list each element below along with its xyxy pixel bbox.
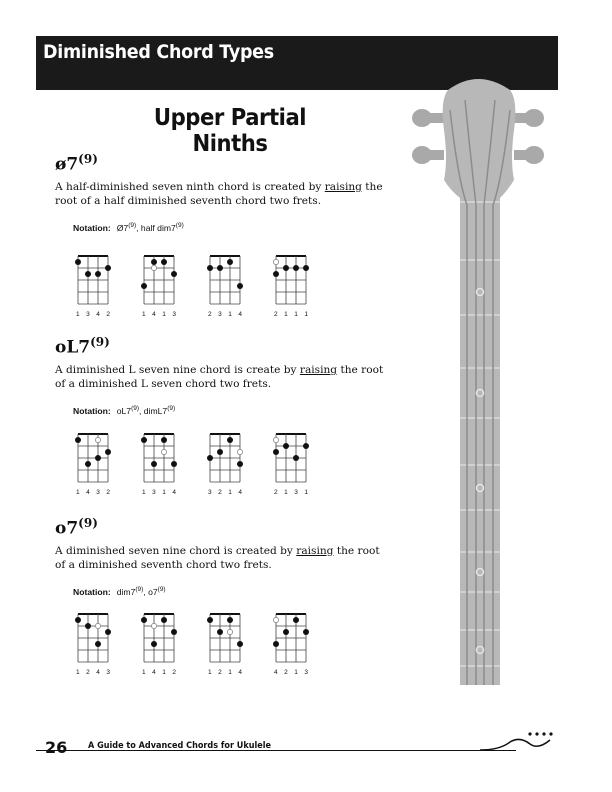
- chord-fingering: 2 1 3 1: [274, 489, 308, 496]
- tuning-peg: [412, 109, 432, 127]
- footer-ornament: [480, 728, 560, 758]
- chord-finger-dot: [217, 629, 223, 635]
- chord-finger-dot: [151, 641, 157, 647]
- chord-finger-dot: [283, 629, 289, 635]
- chord-finger-dot: [217, 265, 223, 271]
- chord-diagram: [268, 608, 312, 688]
- chord-charts: [70, 428, 400, 508]
- chord-finger-dot: [303, 443, 309, 449]
- page-number: 26: [45, 738, 68, 757]
- chord-finger-dot: [237, 461, 243, 467]
- chord-finger-dot: [171, 271, 177, 277]
- guitar-neck-illustration: [410, 70, 550, 685]
- chord-fingering: 4 2 1 3: [274, 669, 308, 676]
- chord-charts: [70, 608, 400, 688]
- chord-fingering: 2 3 1 4: [208, 311, 242, 318]
- neck: [460, 196, 500, 685]
- chord-symbol: o7$^{(9)}$: [55, 516, 98, 539]
- section-diminished-seven: [55, 516, 385, 602]
- chord-finger-dot: [85, 461, 91, 467]
- chord-fingering: 1 3 4 2: [76, 311, 110, 318]
- chord-finger-dot: [293, 617, 299, 623]
- chord-finger-dot: [171, 461, 177, 467]
- chord-finger-dot: [293, 455, 299, 461]
- notation-line: Notation: dim7$^{(9)}$, o7$^{(9)}$: [73, 586, 166, 597]
- chord-finger-dot: [303, 629, 309, 635]
- chord-diagram: [136, 428, 180, 508]
- chord-diagram: [202, 608, 246, 688]
- chord-fingering: 2 1 1 1: [274, 311, 308, 318]
- notation-line: Notation: oL7$^{(9)}$, dimL7$^{(9)}$: [73, 405, 176, 416]
- chord-description: A diminished seven nine chord is created by raising the root of a diminished seventh chord two frets.: [55, 545, 380, 571]
- chord-charts: [70, 250, 400, 330]
- chord-symbol: ø7$^{(9)}$: [55, 152, 98, 175]
- chord-finger-dot: [283, 443, 289, 449]
- chord-finger-dot: [161, 617, 167, 623]
- chord-fingering: 1 4 1 3: [142, 311, 176, 318]
- chord-root-mark: [95, 623, 100, 628]
- chord-diagram: [70, 250, 114, 330]
- page-title: Upper Partial Ninths: [153, 105, 307, 157]
- chord-finger-dot: [105, 629, 111, 635]
- chord-finger-dot: [95, 271, 101, 277]
- chord-root-mark: [273, 617, 278, 622]
- chord-root-mark: [151, 623, 156, 628]
- notation-line: Notation: Ø7$^{(9)}$, half dim7$^{(9)}$: [73, 222, 184, 233]
- chord-diagram: [70, 428, 114, 508]
- chord-root-mark: [95, 437, 100, 442]
- chord-finger-dot: [141, 617, 147, 623]
- chord-root-mark: [237, 449, 242, 454]
- chord-finger-dot: [171, 629, 177, 635]
- chord-finger-dot: [141, 437, 147, 443]
- chord-fingering: 1 4 3 2: [76, 489, 110, 496]
- chord-finger-dot: [151, 259, 157, 265]
- chord-finger-dot: [75, 259, 81, 265]
- chord-root-mark: [161, 449, 166, 454]
- chord-finger-dot: [161, 259, 167, 265]
- chord-finger-dot: [237, 283, 243, 289]
- chord-finger-dot: [237, 641, 243, 647]
- chord-diagram: [268, 250, 312, 330]
- chord-description: A diminished L seven nine chord is create by raising the root of a diminished L seven chord two frets.: [55, 364, 384, 390]
- chord-root-mark: [273, 437, 278, 442]
- chord-fingering: 1 3 1 4: [142, 489, 176, 496]
- chord-finger-dot: [161, 437, 167, 443]
- chord-finger-dot: [283, 265, 289, 271]
- chord-finger-dot: [227, 437, 233, 443]
- chord-finger-dot: [303, 265, 309, 271]
- chord-finger-dot: [105, 449, 111, 455]
- footer-title: A Guide to Advanced Chords for Ukulele: [88, 741, 272, 751]
- chord-finger-dot: [273, 271, 279, 277]
- chord-root-mark: [151, 265, 156, 270]
- chord-finger-dot: [293, 265, 299, 271]
- chord-diagram: [70, 608, 114, 688]
- chord-diagram: [202, 428, 246, 508]
- chord-finger-dot: [95, 641, 101, 647]
- chord-fingering: 1 2 1 4: [208, 669, 242, 676]
- section-half-diminished: [55, 152, 385, 238]
- chord-finger-dot: [75, 617, 81, 623]
- chord-root-mark: [227, 629, 232, 634]
- chord-finger-dot: [273, 449, 279, 455]
- chord-root-mark: [273, 259, 278, 264]
- chord-diagram: [202, 250, 246, 330]
- chord-symbol: oL7$^{(9)}$: [55, 335, 110, 358]
- chord-finger-dot: [95, 455, 101, 461]
- chord-diagram: [136, 250, 180, 330]
- header-title: Diminished Chord Types: [43, 41, 274, 63]
- chord-diagram: [268, 428, 312, 508]
- chord-description: A half-diminished seven ninth chord is created by raising the root of a half diminished seventh chord two frets.: [55, 181, 383, 207]
- chord-finger-dot: [85, 623, 91, 629]
- chord-finger-dot: [207, 617, 213, 623]
- chord-finger-dot: [227, 259, 233, 265]
- section-diminished-l: [55, 335, 385, 421]
- chord-finger-dot: [105, 265, 111, 271]
- chord-finger-dot: [151, 461, 157, 467]
- chord-fingering: 3 2 1 4: [208, 489, 242, 496]
- tuning-peg: [412, 146, 432, 164]
- chord-finger-dot: [141, 283, 147, 289]
- chord-fingering: 1 4 1 2: [142, 669, 176, 676]
- chord-finger-dot: [85, 271, 91, 277]
- chord-finger-dot: [75, 437, 81, 443]
- chord-diagram: [136, 608, 180, 688]
- chord-finger-dot: [207, 455, 213, 461]
- chord-finger-dot: [207, 265, 213, 271]
- chord-finger-dot: [273, 641, 279, 647]
- chord-finger-dot: [227, 617, 233, 623]
- chord-finger-dot: [217, 449, 223, 455]
- chord-fingering: 1 2 4 3: [76, 669, 110, 676]
